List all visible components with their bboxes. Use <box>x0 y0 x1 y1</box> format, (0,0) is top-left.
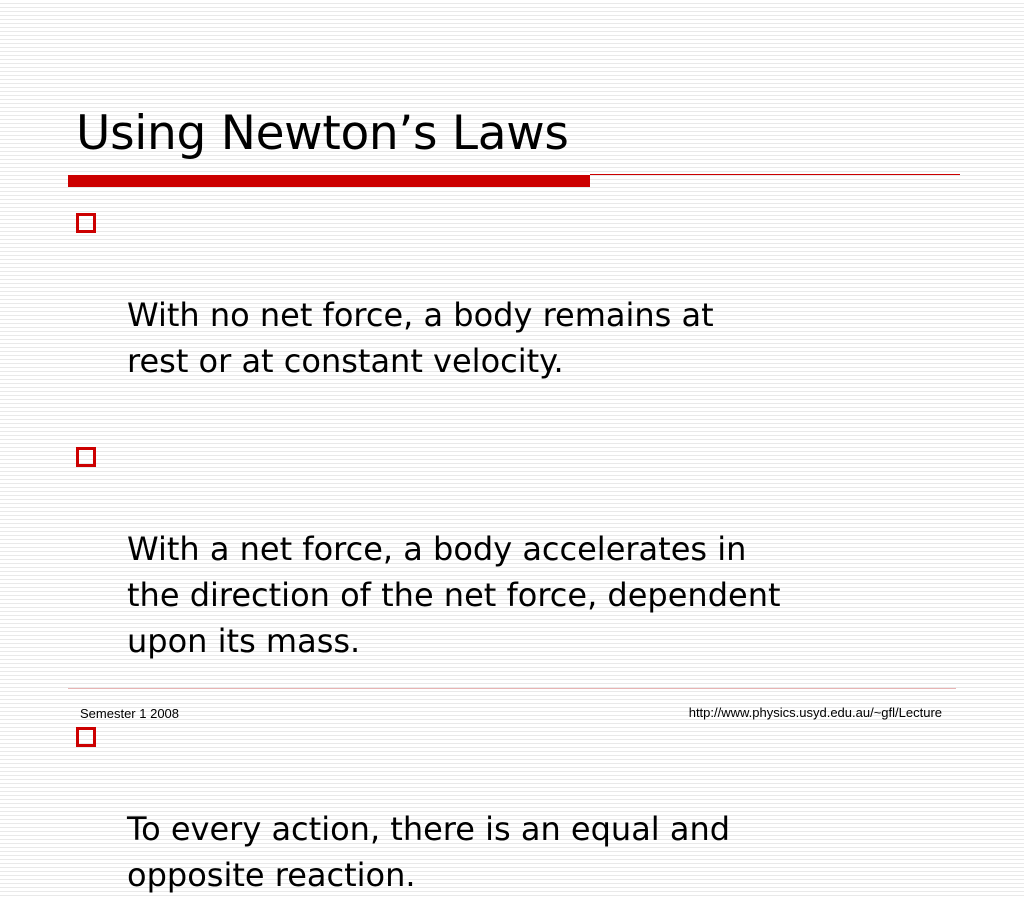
bullet-text: With a net force, a body accelerates in the direction of the net force, dependent upon its mass. <box>127 530 781 660</box>
hollow-square-bullet-icon <box>76 213 96 233</box>
bullet-list <box>76 200 976 898</box>
footer-divider <box>68 688 956 689</box>
bullet-text: With no net force, a body remains at rest or at constant velocity. <box>127 296 714 380</box>
slide-title: Using Newton’s Laws <box>76 106 569 161</box>
bullet-text: To every action, there is an equal and opposite reaction. <box>127 810 731 894</box>
title-underline-thin <box>590 174 960 175</box>
bullet-item <box>76 714 976 898</box>
bullet-item <box>76 200 976 384</box>
footer-url[interactable]: http://www.physics.usyd.edu.au/~gfl/Lecture <box>688 705 942 720</box>
hollow-square-bullet-icon <box>76 447 96 467</box>
footer-semester: Semester 1 2008 <box>80 706 180 721</box>
title-underline-thick <box>68 175 590 187</box>
hollow-square-bullet-icon <box>76 727 96 747</box>
bullet-item <box>76 434 976 664</box>
